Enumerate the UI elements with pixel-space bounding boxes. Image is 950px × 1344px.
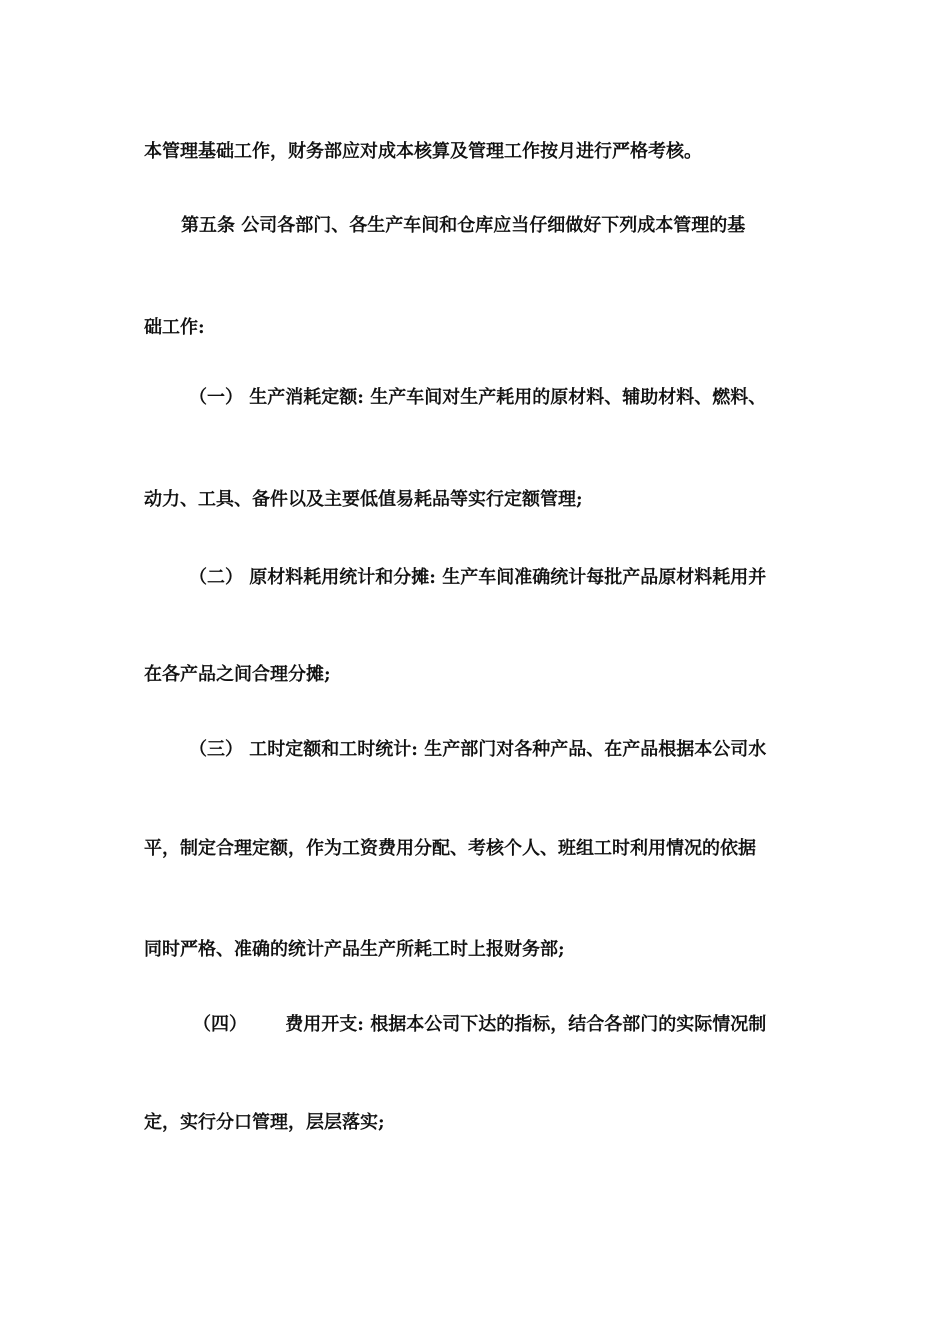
- list-item-text: 费用开支: 根据本公司下达的指标，结合各部门的实际情况制: [285, 1014, 767, 1035]
- list-item-2: [189, 566, 808, 590]
- list-item-1: [189, 386, 808, 410]
- paragraph-line: 在各产品之间合理分摊;: [144, 664, 331, 685]
- list-item-label: （四）: [193, 1014, 247, 1035]
- list-item-3: [189, 738, 808, 762]
- list-item-label: （二）: [189, 567, 243, 588]
- paragraph-line: 平，制定合理定额，作为工资费用分配、考核个人、班组工时利用情况的依据: [144, 838, 756, 859]
- list-item-4: [193, 1013, 808, 1037]
- list-item-label: （一）: [189, 387, 243, 408]
- list-item-text: 原材料耗用统计和分摊: 生产车间准确统计每批产品原材料耗用并: [249, 567, 767, 588]
- paragraph-line: 本管理基础工作，财务部应对成本核算及管理工作按月进行严格考核。: [144, 141, 702, 162]
- paragraph-line: 同时严格、准确的统计产品生产所耗工时上报财务部;: [144, 939, 565, 960]
- paragraph-line: 础工作:: [144, 317, 205, 338]
- article-five-heading: 第五条 公司各部门、各生产车间和仓库应当仔细做好下列成本管理的基: [181, 215, 746, 236]
- paragraph-line: 定，实行分口管理，层层落实;: [144, 1112, 385, 1133]
- list-item-text: 生产消耗定额: 生产车间对生产耗用的原材料、辅助材料、燃料、: [249, 387, 767, 408]
- list-item-text: 工时定额和工时统计: 生产部门对各种产品、在产品根据本公司水: [249, 739, 767, 760]
- paragraph-line: 动力、工具、备件以及主要低值易耗品等实行定额管理;: [144, 489, 583, 510]
- list-item-label: （三）: [189, 739, 243, 760]
